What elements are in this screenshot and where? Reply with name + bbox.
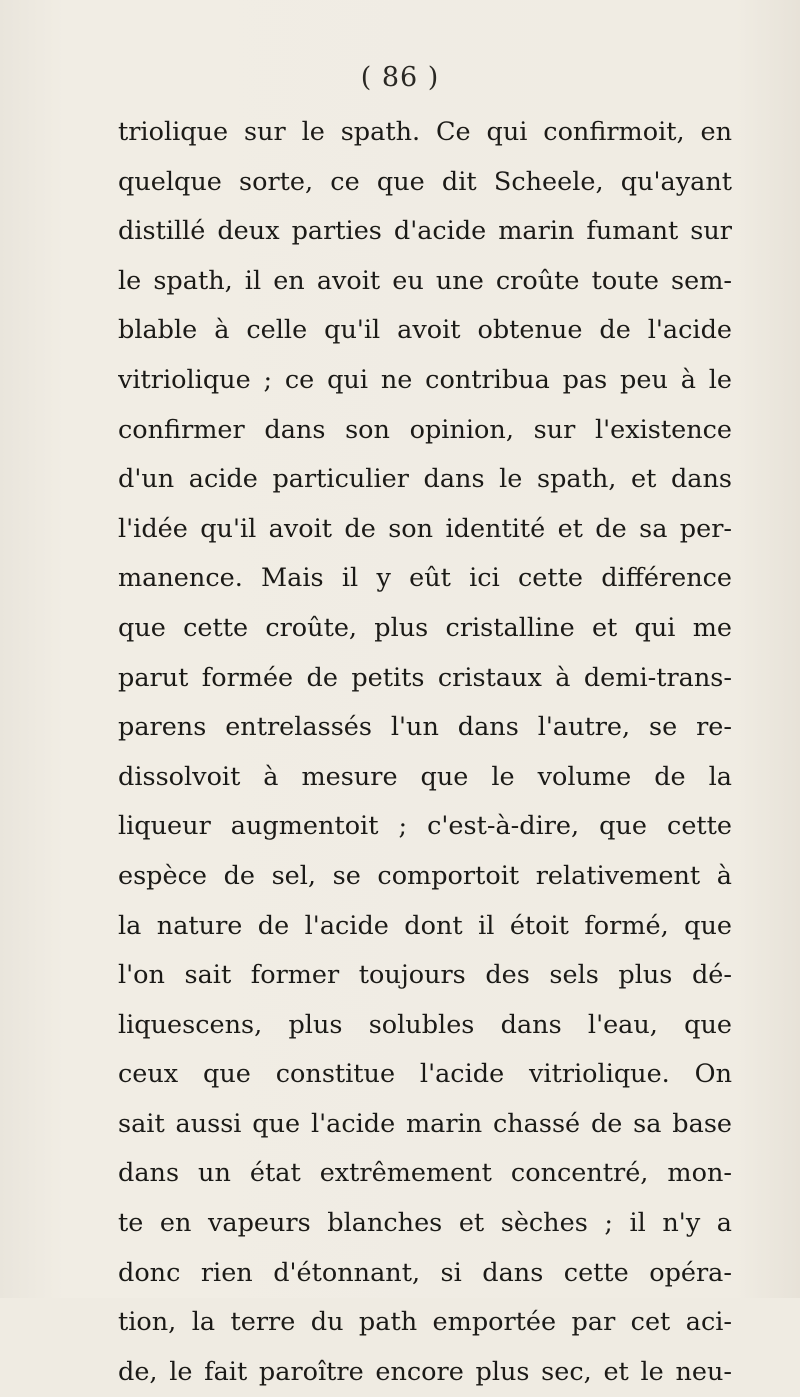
text-line: donc rien d'étonnant, si dans cette opéra- — [118, 1257, 732, 1288]
text-line: d'un acide particulier dans le spath, et dans — [118, 464, 732, 495]
text-line: quelque sorte, ce que dit Scheele, qu'ayant — [118, 166, 732, 197]
text-line: tion, la terre du path emportée par cet aci- — [118, 1307, 732, 1338]
text-line: ceux que constitue l'acide vitriolique. On — [118, 1059, 732, 1090]
text-line: liquescens, plus solubles dans l'eau, que — [118, 1009, 732, 1040]
text-line: l'on sait former toujours des sels plus dé- — [118, 960, 732, 991]
text-line: parens entrelassés l'un dans l'autre, se re- — [118, 712, 732, 743]
text-line: confirmer dans son opinion, sur l'existence — [118, 414, 732, 445]
text-line: dans un état extrêmement concentré, mon- — [118, 1158, 732, 1189]
text-line: triolique sur le spath. Ce qui confirmoit, en — [118, 117, 732, 147]
text-line: parut formée de petits cristaux à demi-trans- — [118, 662, 732, 693]
text-line: dissolvoit à mesure que le volume de la — [118, 761, 732, 792]
text-line: de, le fait paroître encore plus sec, et le neu- — [118, 1356, 732, 1387]
text-line: la nature de l'acide dont il étoit formé, que — [118, 910, 732, 941]
text-line: le spath, il en avoit eu une croûte toute sem- — [118, 265, 732, 296]
text-line: espèce de sel, se comportoit relativement à — [118, 860, 732, 891]
text-line: te en vapeurs blanches et sèches ; il n'y a — [118, 1208, 732, 1239]
text-line: liqueur augmentoit ; c'est-à-dire, que cette — [118, 811, 732, 842]
text-line: distillé deux parties d'acide marin fumant sur — [118, 216, 732, 247]
page-number: ( 86 ) — [360, 62, 440, 93]
text-line: que cette croûte, plus cristalline et qui me — [118, 612, 732, 643]
body-text — [118, 108, 732, 1397]
text-line: manence. Mais il y eût ici cette différence — [118, 563, 732, 594]
text-line: sait aussi que l'acide marin chassé de sa base — [118, 1108, 732, 1139]
text-line: blable à celle qu'il avoit obtenue de l'acide — [118, 315, 732, 346]
text-line: l'idée qu'il avoit de son identité et de sa per- — [118, 513, 732, 544]
text-line: vitriolique ; ce qui ne contribua pas peu à le — [118, 364, 732, 395]
